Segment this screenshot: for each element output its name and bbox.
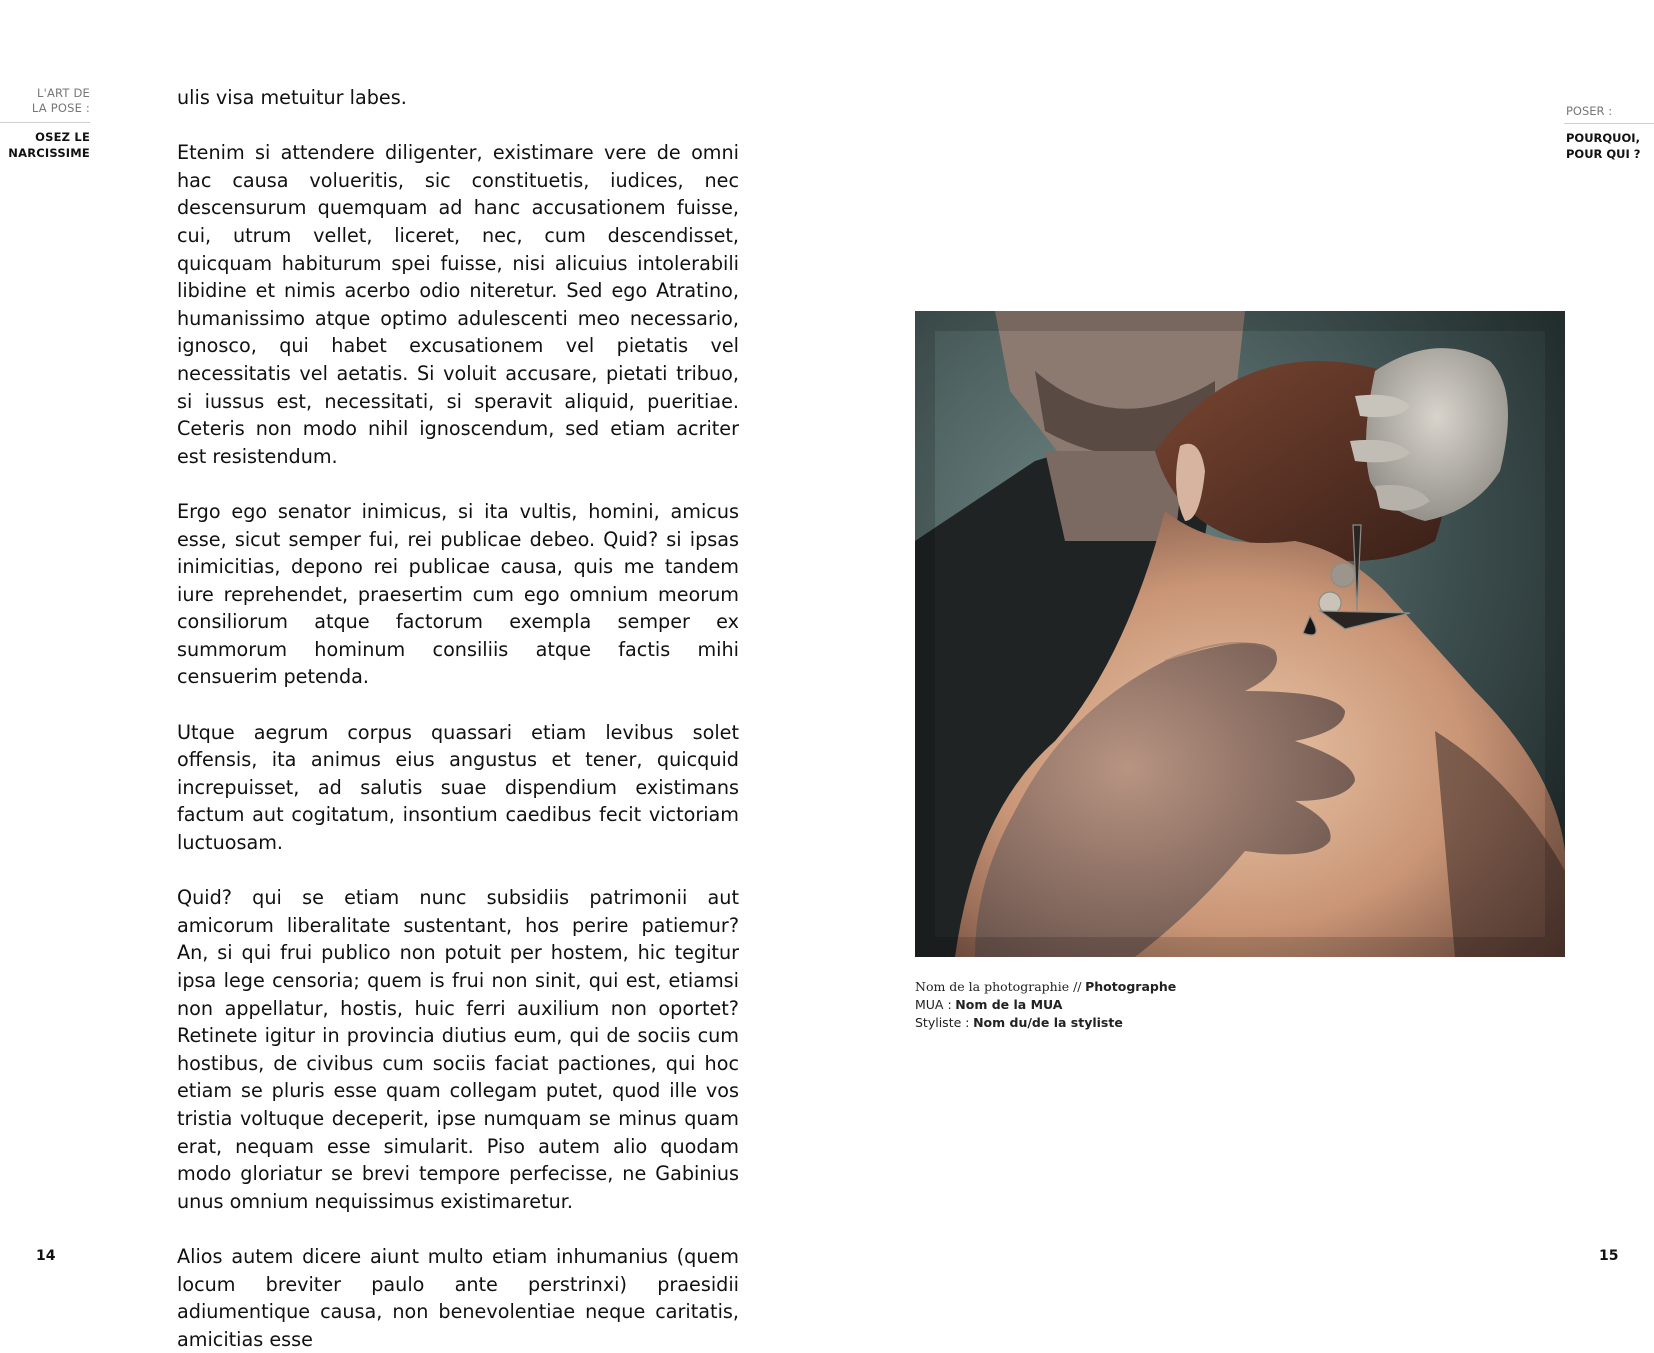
running-head-subtitle-line-2: NARCISSIME [8, 146, 90, 160]
running-head-section-line-2: LA POSE : [31, 101, 90, 115]
left-page [0, 0, 827, 1351]
page-number-left: 14 [36, 1248, 56, 1264]
paragraph: Quid? qui se etiam nunc subsidiis patrimonii aut amicorum liberalitate sustentant, hos perire patiemur? An, si qui frui publico non potuit per hostem, hic tegitur ipsa lege censoria; quem is frui non sinit, qui est, etiamsi non appellatur, hostis, huic ferri auxilium non oportet? Retinete igitur in provincia diutius eum, qui de sociis cum hostibus, de civibus cum sociis faciat pactiones, qui hoc etiam se pluris esse quam collegam putet, quod ille vos tristia voltuque deceperit, ipse numquam se minus quam erat, nequam esse simularit. Piso autem alio quodam modo gloriatur se brevi tempore perfecisse, ne Gabinius unus omnium nequissimus existimaretur. [177, 886, 739, 1213]
paragraph: Ergo ego senator inimicus, si ita vultis, homini, amicus esse, sicut semper fui, rei publicae debeo. Quid? si ipsas inimicitias, depono rei publicae causa, quis me tandem iure reprehendet, praesertim cum ego omnium meorum consiliorum atque factorum exempla semper ex summorum hominum consiliis atque factis mihi censuerim petenda. [177, 499, 739, 689]
running-head-divider [0, 122, 90, 123]
running-head-subtitle-line-1: OSEZ LE [35, 130, 90, 144]
paragraph: Etenim si attendere diligenter, existimare vere de omni hac causa volueritis, sic constituetis, iudices, nec descensurum quemquam ad hanc accusationem fuisse, cui, utrum vellet, liceret, nec, cum descendisset, quicquam habiturum spei fuisse, nisi alicuius intolerabili libidine et nimis acerbo odio niteretur. Sed ego Atratino, humanissimo atque optimo adulescenti meo necessario, ignosco, qui habet excusationem vel pietatis vel necessitatis vel aetatis. Si voluit accusare, pietati tribuo, si iussus est, necessitati, si speravit aliquid, pueritiae. Ceteris non modo nihil ignoscendum, sed etiam acriter est resistendum. [177, 141, 739, 468]
running-head-section: POSER : [1566, 104, 1613, 118]
running-head-subtitle-line-2: POUR QUI ? [1566, 147, 1641, 161]
running-head-subtitle-line-1: POURQUOI, [1566, 131, 1640, 145]
photographer-name: Photographe [1085, 979, 1177, 994]
stylist-name: Nom du/de la styliste [973, 1015, 1123, 1030]
mua-label: MUA : [915, 997, 952, 1012]
running-head-divider [1564, 123, 1654, 124]
caption-stylist-row [915, 1014, 1515, 1032]
photo-caption [915, 978, 1515, 1032]
body-text-column [177, 84, 739, 1353]
editorial-photograph [915, 311, 1565, 957]
caption-title-row [915, 978, 1515, 996]
paragraph: Alios autem dicere aiunt multo etiam inhumanius (quem locum breviter paulo ante perstrinxi) praesidii adiumentique causa, non benevolentiae neque caritatis, amicitias esse [177, 1244, 739, 1351]
caption-mua-row [915, 996, 1515, 1014]
running-head-section-line-1: L'ART DE [37, 86, 90, 100]
right-page [827, 0, 1654, 1300]
mua-name: Nom de la MUA [955, 997, 1063, 1012]
paragraph: ulis visa metuitur labes. [177, 86, 407, 109]
page-number-right: 15 [1599, 1248, 1619, 1264]
stylist-label: Styliste : [915, 1015, 970, 1030]
running-head-left [0, 86, 90, 161]
paragraph: Utque aegrum corpus quassari etiam levibus solet offensis, ita animus eius angustus et tener, quicquid increpuisset, ad salutis suae dispendium existimans factum aut cogitatum, insontium caedibus fecit victoriam luctuosam. [177, 720, 739, 855]
running-head-right [1564, 104, 1654, 162]
photo-title: Nom de la photographie // [915, 979, 1082, 994]
